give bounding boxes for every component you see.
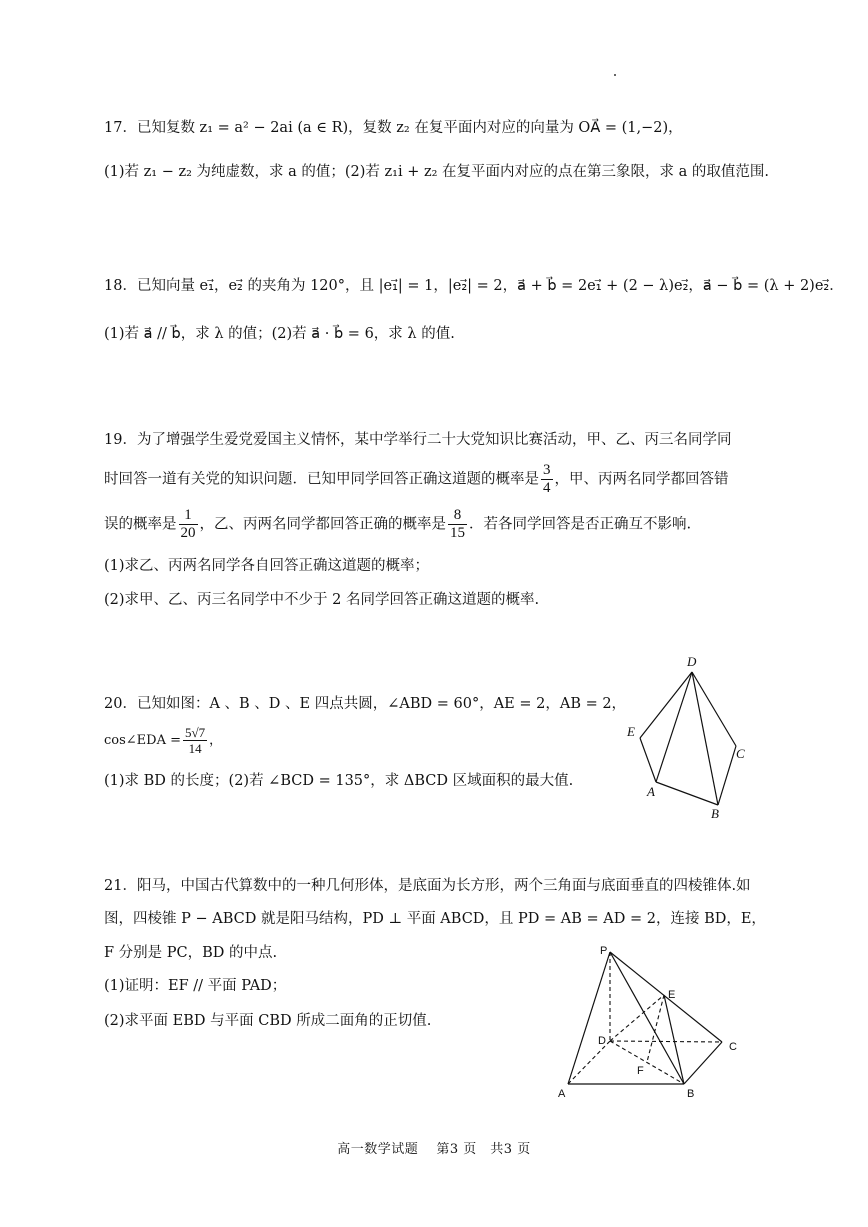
q21-line1: 21．阳马，中国古代算数中的一种几何形体，是底面为长方形，两个三角面与底面垂直的四棱锥体.如 — [104, 878, 751, 894]
q21-line5: (2)求平面 EBD 与平面 CBD 所成二面角的正切值. — [104, 1013, 432, 1029]
cyclic-pentagon-figure — [610, 650, 760, 825]
fraction-8-15: $\frac{8}{15}$ — [450, 507, 465, 541]
q20-line1: 20．已知如图：A 、B 、D 、E 四点共圆，∠ABD = 60°，AE = 2，AB = 2， — [104, 696, 627, 712]
q19-line1: 19．为了增强学生爱党爱国主义情怀，某中学举行二十大党知识比赛活动，甲、乙、丙三名同学同 — [104, 432, 732, 448]
label-C: C — [729, 1041, 737, 1053]
label-A: A — [647, 784, 655, 799]
q21-line3: F 分别是 PC，BD 的中点. — [104, 945, 278, 961]
q21-line2: 图，四棱锥 P − ABCD 就是阳马结构，PD ⊥ 平面 ABCD，且 PD = AB = AD = 2，连接 BD，E， — [104, 911, 766, 927]
q20-line2: cos∠EDA = $\frac{5√7}{14}$ ， — [104, 725, 223, 756]
label-P: P — [600, 945, 608, 957]
label-D: D — [598, 1035, 606, 1047]
q19-line2: 时回答一道有关党的知识问题．已知甲同学回答正确这道题的概率是 $\frac{3}{4}$ ，甲、丙两名同学都回答错 — [104, 462, 729, 496]
label-A: A — [558, 1088, 566, 1100]
label-B: B — [711, 806, 719, 821]
q21-line4: (1)证明：EF // 平面 PAD； — [104, 978, 287, 994]
label-F: F — [637, 1065, 644, 1077]
q19-line5: (2)求甲、乙、丙三名同学中不少于 2 名同学回答正确这道题的概率. — [104, 592, 540, 608]
fraction-1-20: $\frac{1}{20}$ — [180, 507, 196, 541]
q17-line1: 17．已知复数 z₁ = a² − 2ai (a ∈ R)，复数 z₂ 在复平面内对应的向量为 OA⃗ = (1,−2)， — [104, 120, 683, 136]
q19-line3: 误的概率是 $\frac{1}{20}$ ，乙、丙两名同学都回答正确的概率是 $\frac{8}{15}$ ．若各同学回答是否正确互不影响. — [104, 507, 692, 541]
fraction-3-4: $\frac{3}{4}$ — [543, 462, 551, 496]
label-E: E — [627, 724, 635, 739]
label-D: D — [687, 654, 697, 669]
label-C: C — [736, 746, 745, 761]
q17-line2: (1)若 z₁ − z₂ 为纯虚数，求 a 的值；(2)若 z₁i + z₂ 在复平面内对应的点在第三象限，求 a 的取值范围. — [104, 164, 770, 180]
scan-dot — [614, 74, 616, 76]
q18-line1: 18．已知向量 e₁⃗，e₂⃗ 的夹角为 120°，且 |e₁⃗| = 1，|e₂⃗| = 2，a⃗ + b⃗ = 2e₁⃗ + (2 − λ)e₂⃗，a⃗ − b⃗ = (λ + 2)e₂⃗． — [104, 278, 844, 294]
pyramid-figure — [550, 940, 750, 1110]
q19-line4: (1)求乙、丙两名同学各自回答正确这道题的概率； — [104, 558, 430, 574]
page-footer: 高一数学试题 第3 页 共3 页 — [337, 1142, 531, 1157]
label-E: E — [668, 989, 676, 1001]
q20-line3: (1)求 BD 的长度；(2)若 ∠BCD = 135°，求 ΔBCD 区域面积的最大值. — [104, 773, 574, 789]
fraction-5root7-14: $\frac{5√7}{14}$ — [185, 725, 206, 756]
label-B: B — [687, 1088, 695, 1100]
q18-line2: (1)若 a⃗ // b⃗，求 λ 的值；(2)若 a⃗ · b⃗ = 6，求 λ 的值. — [104, 326, 455, 342]
